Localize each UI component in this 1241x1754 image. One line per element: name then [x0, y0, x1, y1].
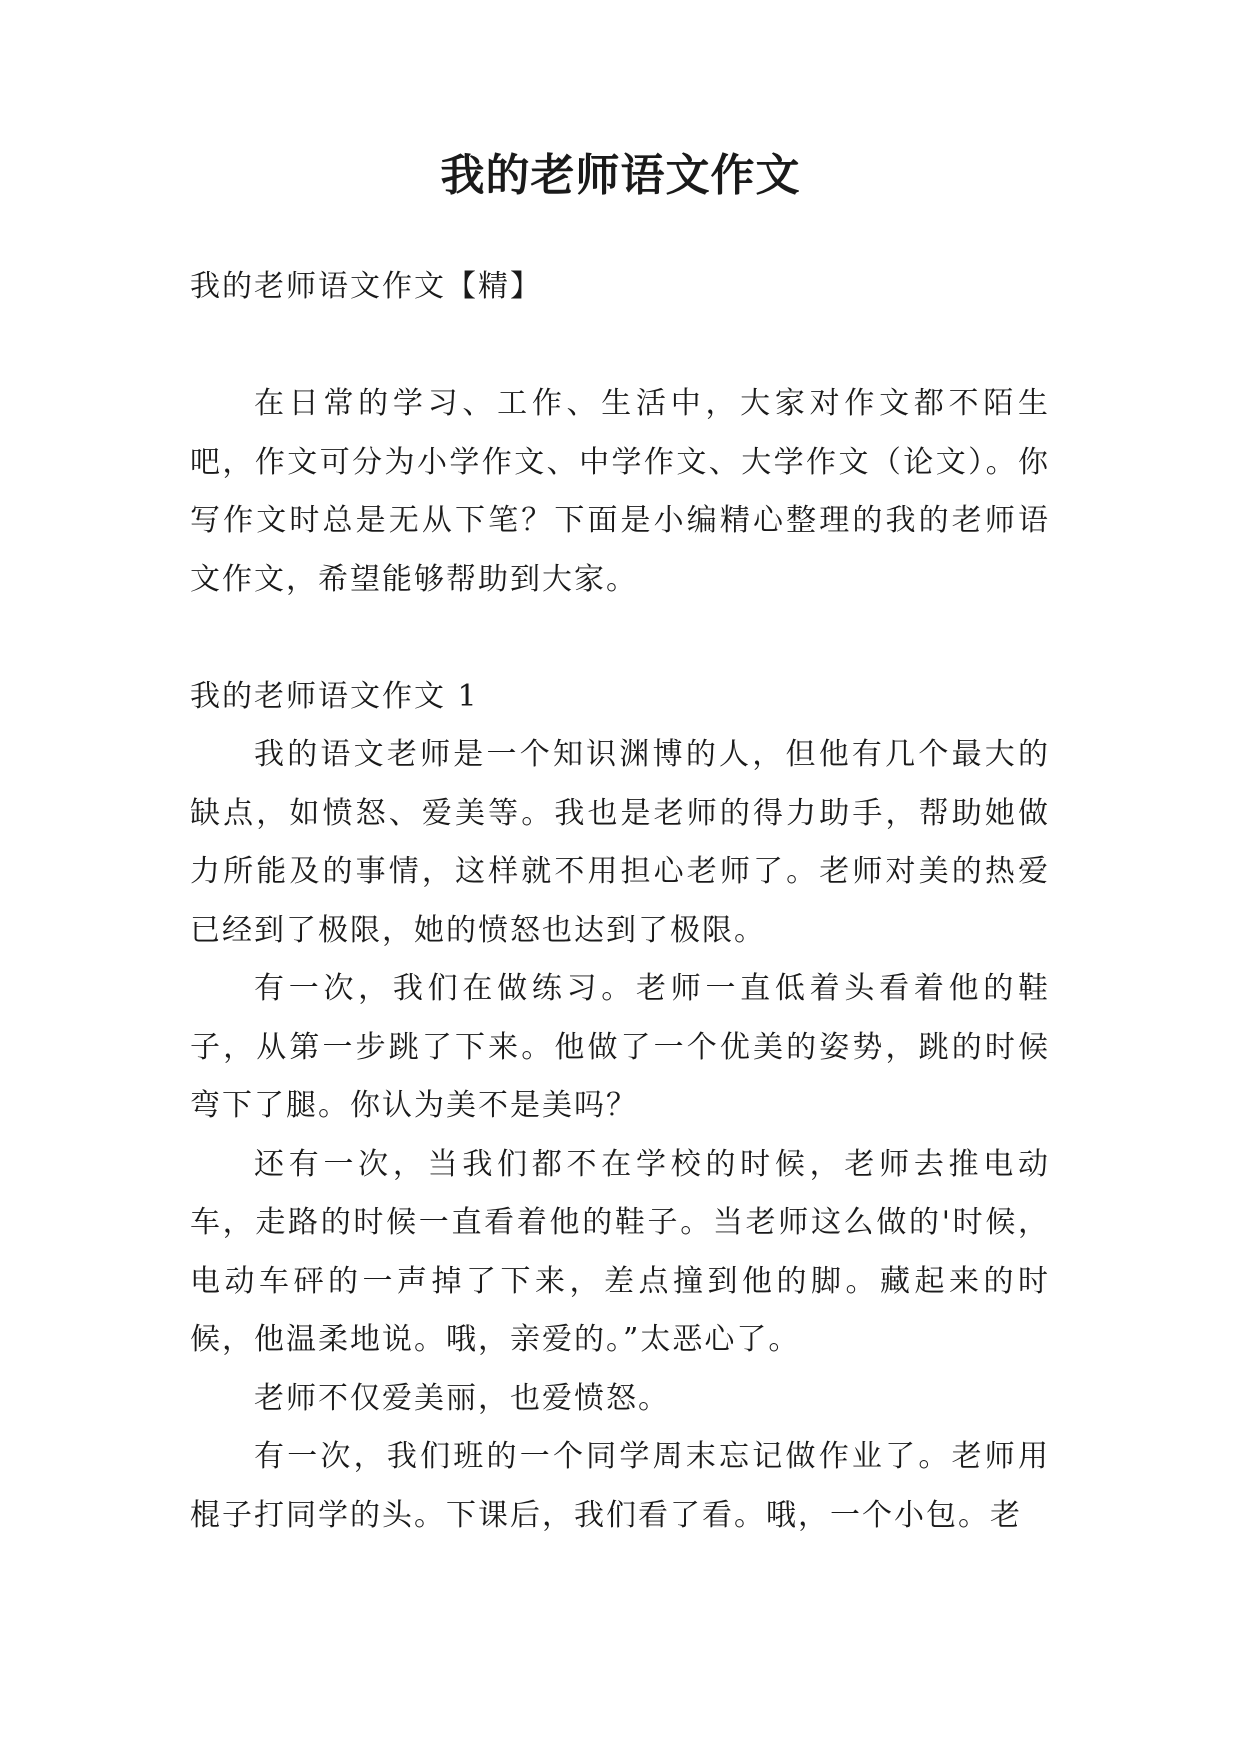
document-body [190, 258, 1050, 1545]
spacer [190, 609, 1050, 668]
body-paragraph: 我的语文老师是一个知识渊博的人，但他有几个最大的缺点，如愤怒、爱美等。我也是老师的得力助手，帮助她做力所能及的事情，这样就不用担心老师了。老师对美的热爱已经到了极限，她的愤怒也达到了极限。 [190, 737, 1050, 948]
section-heading: 我的老师语文作文 1 [190, 678, 479, 714]
document-title: 我的老师语文作文 [440, 150, 801, 201]
body-paragraph: 有一次，我们班的一个同学周末忘记做作业了。老师用棍子打同学的头。下课后，我们看了看。哦，一个小包。老 [190, 1439, 1050, 1533]
body-paragraph: 老师不仅爱美丽，也爱愤怒。 [254, 1380, 670, 1416]
intro-paragraph: 在日常的学习、工作、生活中，大家对作文都不陌生吧，作文可分为小学作文、中学作文、大学作文（论文）。你写作文时总是无从下笔？下面是小编精心整理的我的老师语文作文，希望能够帮助到大家。 [190, 386, 1050, 597]
body-paragraph: 有一次，我们在做练习。老师一直低着头看着他的鞋子，从第一步跳了下来。他做了一个优美的姿势，跳的时候弯下了腿。你认为美不是美吗？ [190, 971, 1050, 1123]
document-subtitle: 我的老师语文作文【精】 [190, 269, 542, 304]
spacer [190, 317, 1050, 376]
body-paragraph: 还有一次，当我们都不在学校的时候，老师去推电动车，走路的时候一直看着他的鞋子。当老师这么做的'时候，电动车砰的一声掉了下来，差点撞到他的脚。藏起来的时候，他温柔地说。哦，亲爱的。”太恶心了。 [190, 1146, 1050, 1357]
